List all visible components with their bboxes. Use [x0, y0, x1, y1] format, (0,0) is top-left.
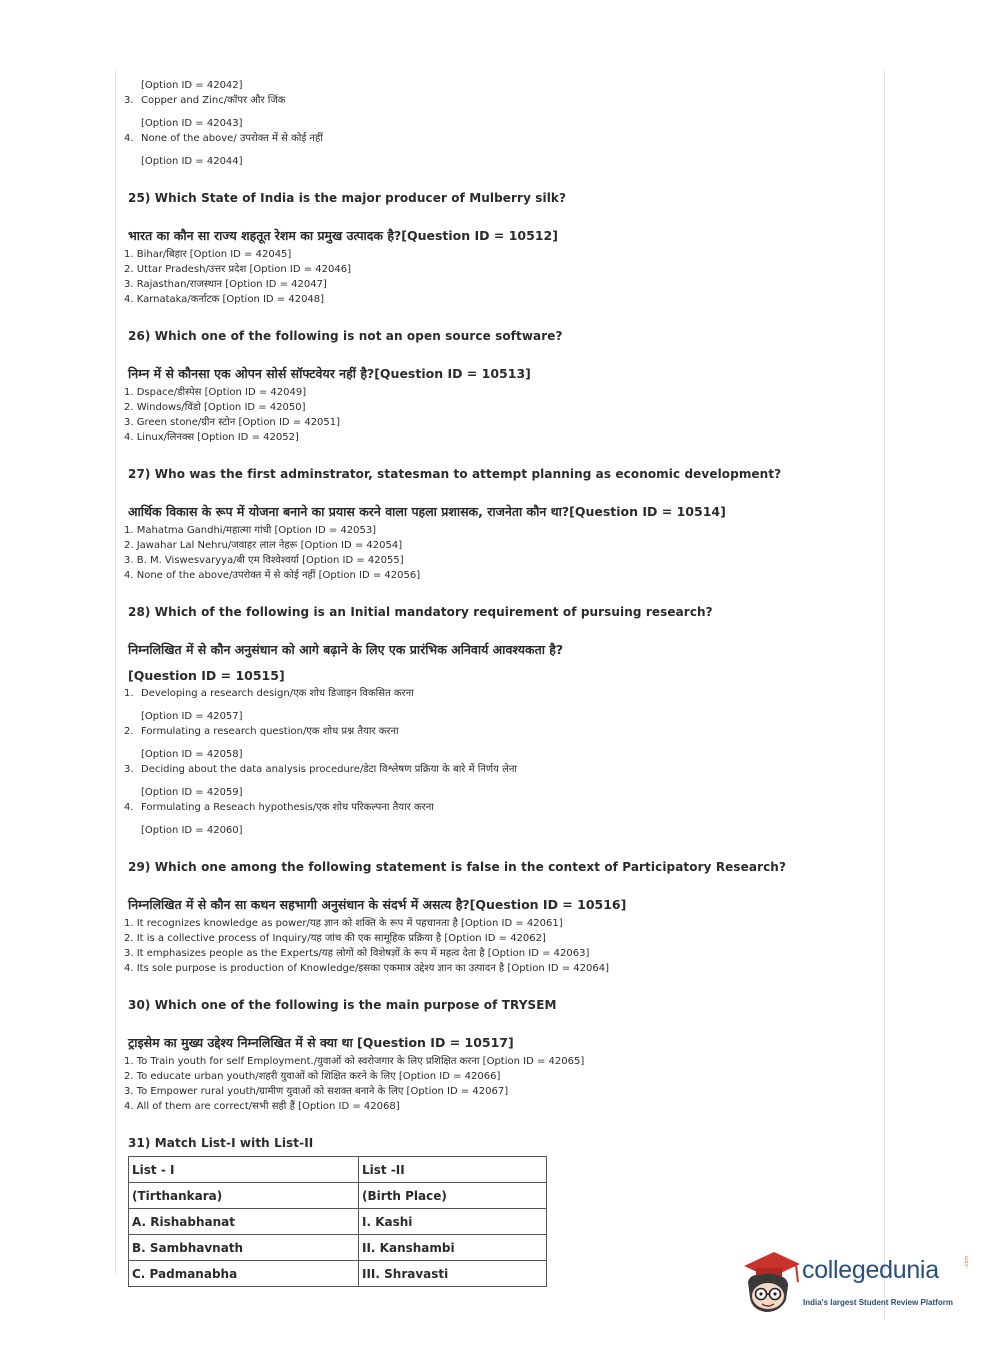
option-id: [Option ID = 42044] — [141, 156, 243, 167]
question-30 — [124, 998, 874, 1114]
option-item: 4. Linux/लिनक्स [Option ID = 42052] — [124, 432, 299, 443]
question-25 — [124, 191, 874, 307]
option-item: 4. Its sole purpose is production of Knowledge/इसका एकमात्र उद्देश्य ज्ञान का उत्पादन है [Option ID = 42064] — [124, 963, 609, 974]
question-29 — [124, 860, 874, 976]
option-id: [Option ID = 42057] — [141, 711, 243, 722]
question-text-hindi: निम्नलिखित में से कौन अनुसंधान को आगे बढ़ाने के लिए एक प्रारंभिक अनिवार्य आवश्यकता है? — [128, 642, 564, 657]
question-id: [Question ID = 10515] — [128, 668, 285, 683]
question-24-tail — [124, 78, 874, 169]
option-item: 2. It is a collective process of Inquiry/यह जांच की एक सामूहिक प्रक्रिया है [Option ID = 42062] — [124, 933, 546, 944]
match-table — [128, 1156, 547, 1287]
left-margin-rule — [115, 70, 116, 1275]
option-item: 1. Mahatma Gandhi/महात्मा गांधी [Option ID = 42053] — [124, 525, 377, 536]
option-item: 1. It recognizes knowledge as power/यह ज्ञान को शक्ति के रूप में पहचानता है [Option ID = 42061] — [124, 918, 563, 929]
table-row — [129, 1261, 547, 1287]
option-id: [Option ID = 42058] — [141, 749, 243, 760]
option-id: [Option ID = 42043] — [141, 118, 243, 129]
option-item: 3. Copper and Zinc/कॉपर और जिंक — [124, 95, 286, 106]
option-item: 1. To Train youth for self Employment./युवाओं को स्वरोजगार के लिए प्रशिक्षित करना [Option ID = 42065] — [124, 1056, 585, 1067]
question-text-english: 29) Which one among the following statement is false in the context of Participatory Research? — [128, 860, 787, 874]
option-item: 3. It emphasizes people as the Experts/यह लोगों को विशेषज्ञों के रूप में महत्व देता है [Option ID = 42063] — [124, 948, 590, 959]
option-item: 2. Uttar Pradesh/उत्तर प्रदेश [Option ID = 42046] — [124, 264, 351, 275]
right-margin-rule — [884, 70, 885, 1320]
question-28 — [124, 605, 874, 838]
option-item: 1. Developing a research design/एक शोध डिजाइन विकसित करना — [124, 688, 414, 699]
option-item: 1. Dspace/डीस्पेस [Option ID = 42049] — [124, 387, 307, 398]
question-text-english: 28) Which of the following is an Initial mandatory requirement of pursuing research? — [128, 605, 713, 619]
table-row — [129, 1183, 547, 1209]
option-item: 3. Green stone/ग्रीन स्टोन [Option ID = 42051] — [124, 417, 341, 428]
question-text-hindi: निम्न में से कौनसा एक ओपन सोर्स सॉफ्टवेयर नहीं है?[Question ID = 10513] — [128, 366, 531, 381]
question-text-hindi: ट्राइसेम का मुख्य उद्देश्य निम्नलिखित में से क्या था [Question ID = 10517] — [128, 1035, 514, 1050]
table-cell: III. Shravasti — [359, 1261, 547, 1287]
option-item: 4. All of them are correct/सभी सही हैं [Option ID = 42068] — [124, 1101, 400, 1112]
question-text-english: 25) Which State of India is the major producer of Mulberry silk? — [128, 191, 567, 205]
question-27 — [124, 467, 874, 583]
mascot-icon — [740, 1248, 802, 1318]
option-item: 3. To Empower rural youth/ग्रामीण युवाओं को सशक्त बनाने के लिए [Option ID = 42067] — [124, 1086, 509, 1097]
option-item: 2. Formulating a research question/एक शोध प्रश्न तैयार करना — [124, 726, 399, 737]
option-item: 2. Jawahar Lal Nehru/जवाहर लाल नेहरू [Option ID = 42054] — [124, 540, 403, 551]
table-cell: (Birth Place) — [359, 1183, 547, 1209]
option-item: 2. Windows/विंडो [Option ID = 42050] — [124, 402, 306, 413]
question-text-english: 26) Which one of the following is not an open source software? — [128, 329, 563, 343]
option-item: 4. None of the above/ उपरोक्त में से कोई नहीं — [124, 133, 323, 144]
table-cell: List -II — [359, 1157, 547, 1183]
option-item: 1. Bihar/बिहार [Option ID = 42045] — [124, 249, 292, 260]
question-text-english: 31) Match List-I with List-II — [128, 1136, 314, 1150]
brand-suffix: .com — [964, 1255, 970, 1268]
table-cell: C. Padmanabha — [129, 1261, 359, 1287]
table-cell: A. Rishabhanat — [129, 1209, 359, 1235]
option-item: 4. Formulating a Reseach hypothesis/एक शोध परिकल्पना तैयार करना — [124, 802, 434, 813]
option-item: 4. Karnataka/कर्नाटक [Option ID = 42048] — [124, 294, 325, 305]
option-item: 4. None of the above/उपरोक्त में से कोई नहीं [Option ID = 42056] — [124, 570, 421, 581]
table-row — [129, 1157, 547, 1183]
table-cell: B. Sambhavnath — [129, 1235, 359, 1261]
question-paper — [124, 78, 874, 1287]
question-26 — [124, 329, 874, 445]
table-cell: II. Kanshambi — [359, 1235, 547, 1261]
table-row — [129, 1209, 547, 1235]
option-item: 3. B. M. Viswesvaryya/बी एम विश्वेश्वर्या [Option ID = 42055] — [124, 555, 404, 566]
brand-tagline: India's largest Student Review Platform — [803, 1298, 953, 1307]
question-text-english: 27) Who was the first adminstrator, statesman to attempt planning as economic development? — [128, 467, 782, 481]
option-id: [Option ID = 42059] — [141, 787, 243, 798]
option-id: [Option ID = 42042] — [141, 80, 243, 91]
question-text-hindi: आर्थिक विकास के रूप में योजना बनाने का प्रयास करने वाला पहला प्रशासक, राजनेता कौन था?[Question ID = 10514] — [128, 504, 726, 519]
table-cell: (Tirthankara) — [129, 1183, 359, 1209]
brand-name: collegedunia — [802, 1256, 939, 1284]
question-text-hindi: निम्नलिखित में से कौन सा कथन सहभागी अनुसंधान के संदर्भ में असत्य है?[Question ID = 10516] — [128, 897, 627, 912]
option-item: 2. To educate urban youth/शहरी युवाओं को शिक्षित करने के लिए [Option ID = 42066] — [124, 1071, 501, 1082]
option-id: [Option ID = 42060] — [141, 825, 243, 836]
collegedunia-logo[interactable] — [740, 1248, 980, 1328]
table-cell: List - I — [129, 1157, 359, 1183]
option-item: 3. Rajasthan/राजस्थान [Option ID = 42047] — [124, 279, 327, 290]
question-text-hindi: भारत का कौन सा राज्य शहतूत रेशम का प्रमुख उत्पादक है?[Question ID = 10512] — [128, 228, 558, 243]
option-item: 3. Deciding about the data analysis procedure/डेटा विश्लेषण प्रक्रिया के बारे में निर्णय लेना — [124, 764, 517, 775]
table-row — [129, 1235, 547, 1261]
table-cell: I. Kashi — [359, 1209, 547, 1235]
question-text-english: 30) Which one of the following is the main purpose of TRYSEM — [128, 998, 557, 1012]
